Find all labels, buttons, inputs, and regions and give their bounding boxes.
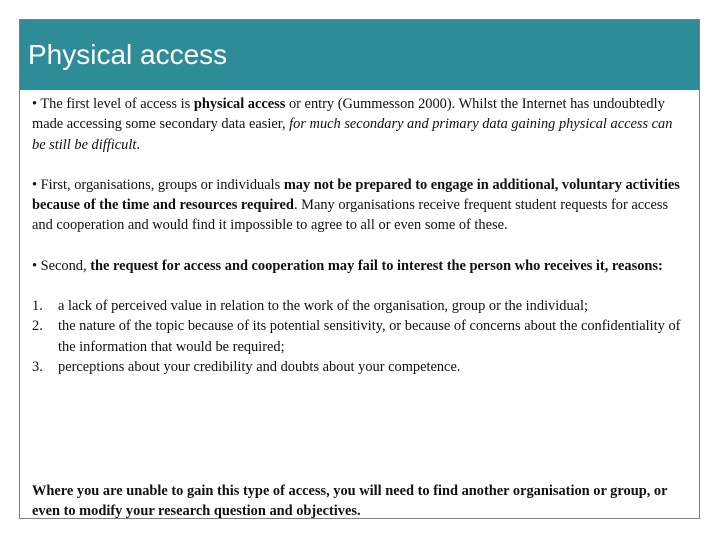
paragraph-first-reason <box>32 175 682 236</box>
list-item <box>32 357 682 377</box>
p3-text-start: • Second, <box>32 257 91 274</box>
list-item-text: a lack of perceived value in relation to the work of the organisation, group or the individual; <box>58 298 589 315</box>
paragraph-second-reason <box>32 256 682 276</box>
closing-statement <box>32 481 682 519</box>
p1-italic-text: for much secondary and primary data gaining physical access can be still be difficult <box>32 116 673 153</box>
p2-text-start: • First, organisations, groups or individuals <box>32 176 284 193</box>
paragraph-physical-access <box>32 94 682 155</box>
slide-title: Physical access <box>28 39 228 70</box>
slide <box>19 19 700 519</box>
p1-text-start: • The first level of access is <box>32 96 194 112</box>
list-number: 2. <box>32 318 43 335</box>
p1-bold-term: physical access <box>193 96 286 112</box>
p1-text-end: . <box>136 136 140 153</box>
p3-bold-text: the request for access and cooperation may fail to interest the person who receives it, reasons: <box>90 257 663 274</box>
title-bar <box>20 20 699 90</box>
p2-text-end: . Many organisations receive frequent student requests for access and cooperation and would find it impossible to agree to all or even some of these. <box>32 197 669 234</box>
p1-text-middle: or entry (Gummesson 2000). Whilst the Internet has undoubtedly made accessing some secondary data easier, <box>32 96 665 133</box>
list-item <box>32 316 682 357</box>
p2-bold-text: may not be prepared to engage in additional, voluntary activities because of the time and resources required <box>32 176 680 214</box>
list-number: 1. <box>32 298 43 315</box>
closing-bold-text: Where you are unable to gain this type of access, you will need to find another organisation or group, or even to modify your research question and objectives. <box>32 483 668 519</box>
reasons-list <box>32 296 682 377</box>
slide-body <box>32 94 682 377</box>
list-item-text: the nature of the topic because of its potential sensitivity, or because of concerns about the confidentiality of the information that would be required; <box>58 318 681 355</box>
list-item-text: perceptions about your credibility and doubts about your competence. <box>58 358 461 375</box>
list-number: 3. <box>32 358 43 375</box>
list-item <box>32 296 682 316</box>
